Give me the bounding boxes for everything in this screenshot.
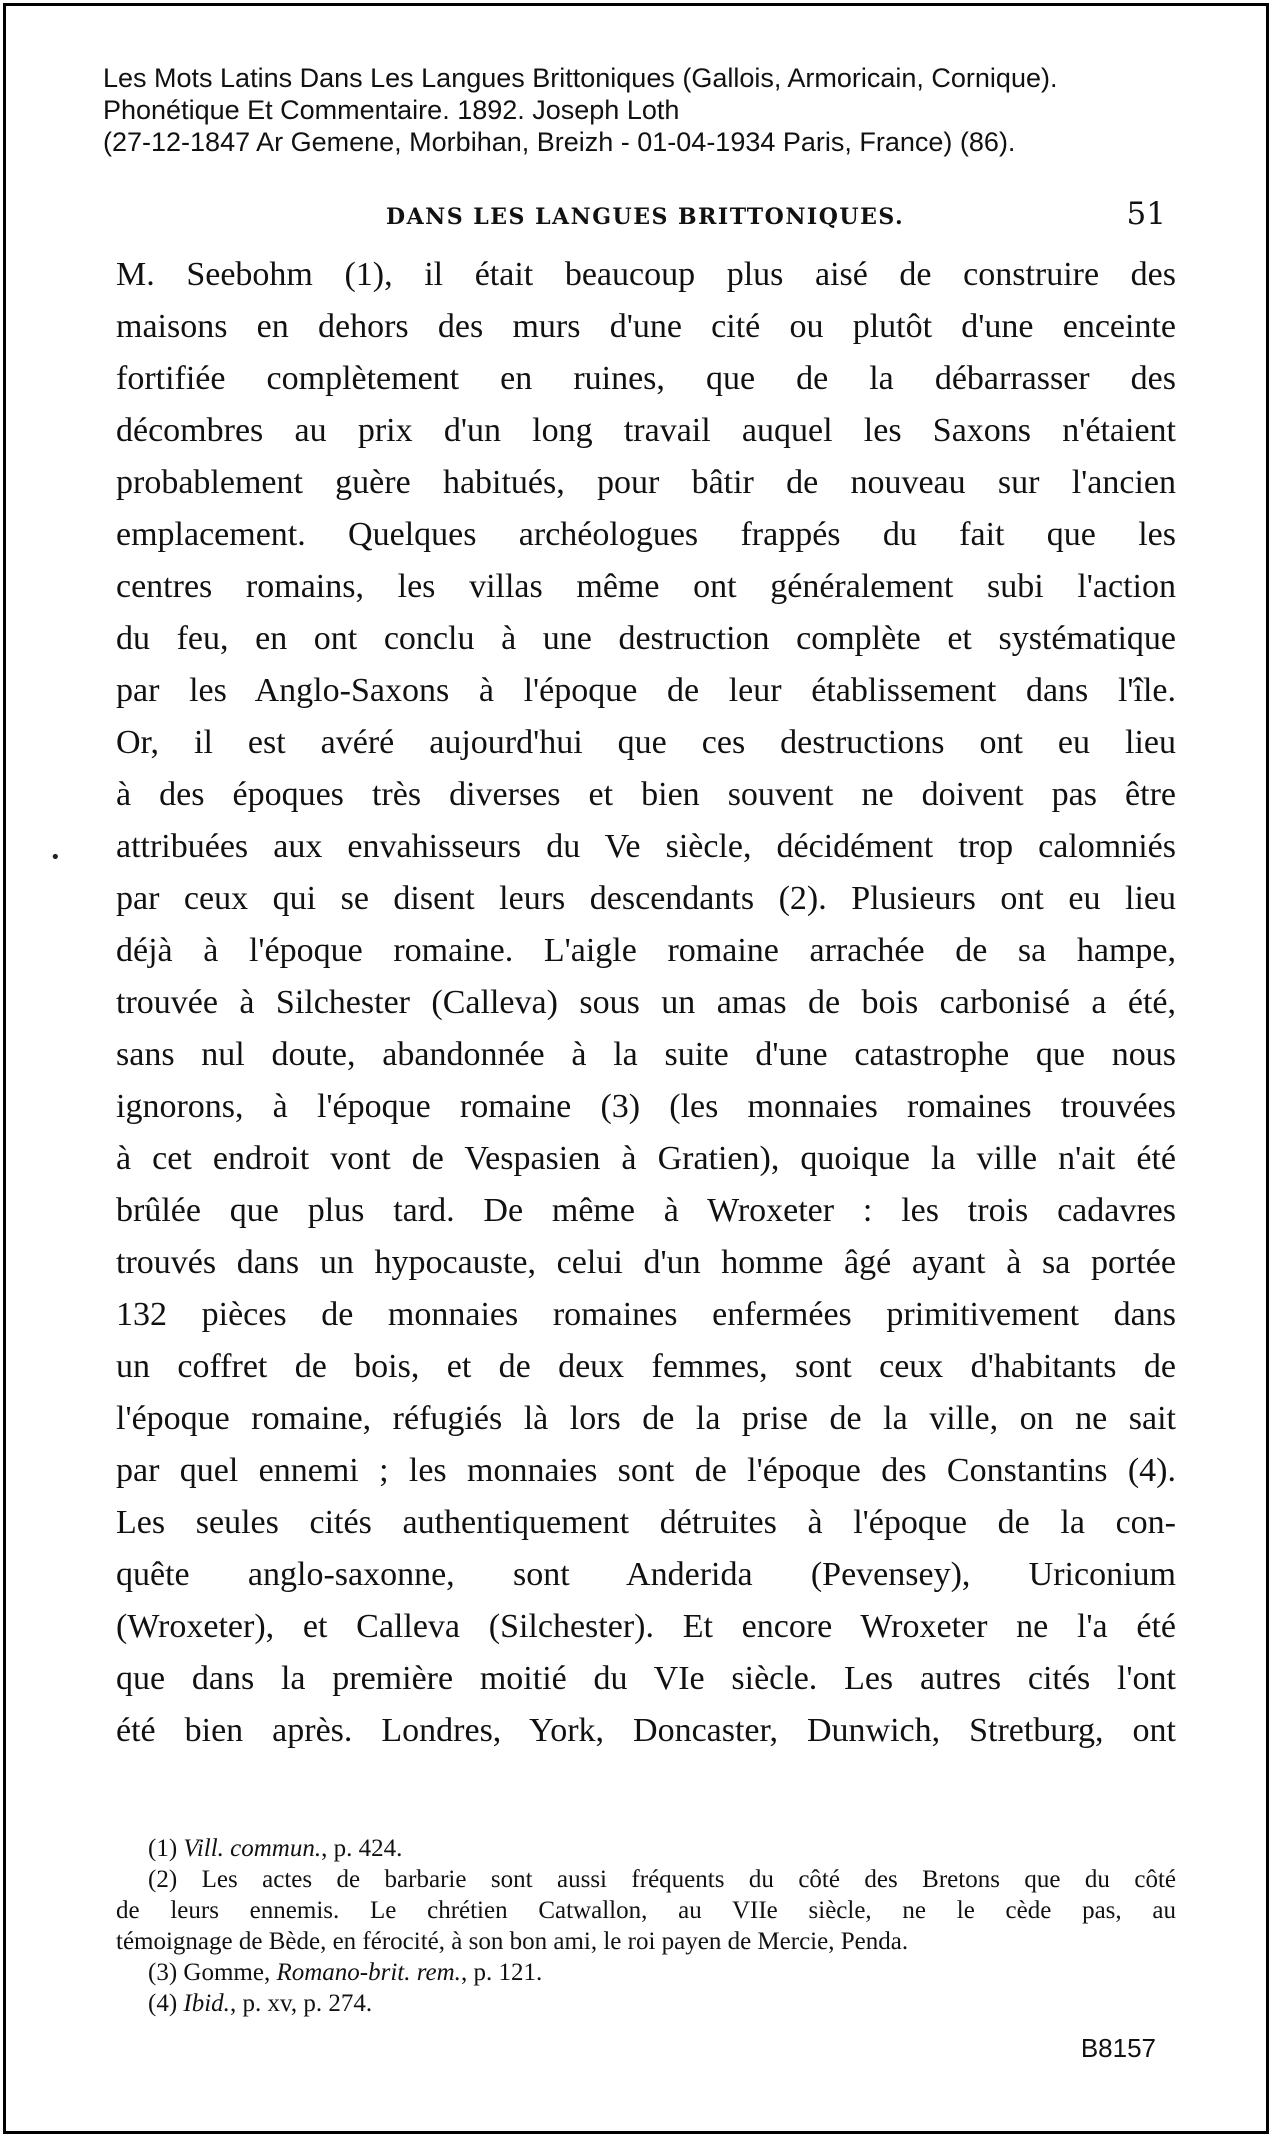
text-line: M. Seebohm (1), il était beaucoup plus aisé de construire des bbox=[116, 256, 1176, 293]
text-line: maisons en dehors des murs d'une cité ou plutôt d'une enceinte bbox=[116, 308, 1176, 345]
footnote-number: (1) bbox=[148, 1835, 178, 1862]
text-line: par quel ennemi ; les monnaies sont de l'époque des Constantins (4). bbox=[116, 1452, 1176, 1489]
text-line: du feu, en ont conclu à une destruction complète et systématique bbox=[116, 620, 1176, 657]
footnote-3 bbox=[116, 1957, 1176, 1988]
text-line: (Wroxeter), et Calleva (Silchester). Et encore Wroxeter ne l'a été bbox=[116, 1608, 1176, 1645]
footnote-number: (3) bbox=[148, 1959, 178, 1986]
citation-line: Phonétique Et Commentaire. 1892. Joseph Loth bbox=[103, 95, 680, 125]
text-line: Les seules cités authentiquement détruites à l'époque de la con- bbox=[116, 1504, 1176, 1541]
text-line: ignorons, à l'époque romaine (3) (les monnaies romaines trouvées bbox=[116, 1088, 1176, 1125]
footnote-text: , p. xv, p. 274. bbox=[229, 1990, 373, 2017]
footnote-2-line: de leurs ennemis. Le chrétien Catwallon, au VIIe siècle, ne le cède pas, au bbox=[116, 1897, 1176, 1924]
text-line: à cet endroit vont de Vespasien à Gratien), quoique la ville n'ait été bbox=[116, 1140, 1176, 1177]
footnotes bbox=[116, 1833, 1176, 2019]
footnote-1 bbox=[116, 1833, 1176, 1864]
footnote-2-line: témoignage de Bède, en férocité, à son bon ami, le roi payen de Mercie, Penda. bbox=[116, 1928, 909, 1955]
text-line: centres romains, les villas même ont généralement subi l'action bbox=[116, 568, 1176, 605]
text-line: trouvés dans un hypocauste, celui d'un homme âgé ayant à sa portée bbox=[116, 1244, 1176, 1281]
text-line: que dans la première moitié du VIe siècle. Les autres cités l'ont bbox=[116, 1660, 1176, 1697]
text-line: brûlée que plus tard. De même à Wroxeter : les trois cadavres bbox=[116, 1192, 1176, 1229]
text-line: par les Anglo-Saxons à l'époque de leur établissement dans l'île. bbox=[116, 672, 1176, 709]
text-line: trouvée à Silchester (Calleva) sous un amas de bois carbonisé a été, bbox=[116, 984, 1176, 1021]
footnote-text: , p. 424. bbox=[321, 1835, 403, 1862]
text-line: sans nul doute, abandonnée à la suite d'une catastrophe que nous bbox=[116, 1036, 1176, 1073]
footnote-author: Gomme, bbox=[183, 1959, 277, 1986]
text-line: attribuées aux envahisseurs du Ve siècle, décidément trop calomniés bbox=[116, 828, 1176, 865]
footnote-reference: Ibid. bbox=[183, 1990, 230, 2017]
bibliographic-citation bbox=[103, 62, 1223, 158]
text-line: fortifiée complètement en ruines, que de la débarrasser des bbox=[116, 360, 1176, 397]
footnote-reference: Romano-brit. rem. bbox=[276, 1959, 461, 1986]
citation-line: (27-12-1847 Ar Gemene, Morbihan, Breizh - 01-04-1934 Paris, France) (86). bbox=[103, 127, 1016, 157]
text-line: déjà à l'époque romaine. L'aigle romaine arrachée de sa hampe, bbox=[116, 932, 1176, 969]
page-frame bbox=[3, 3, 1269, 2134]
footnote-4 bbox=[116, 1988, 1176, 2019]
body-text bbox=[116, 249, 1176, 1757]
citation-line: Les Mots Latins Dans Les Langues Brittoniques (Gallois, Armoricain, Cornique). bbox=[103, 63, 1058, 93]
page-number: 51 bbox=[1126, 196, 1166, 232]
footnote-text: , p. 121. bbox=[460, 1959, 543, 1986]
archive-id: B8157 bbox=[1080, 2033, 1156, 2063]
text-line: un coffret de bois, et de deux femmes, sont ceux d'habitants de bbox=[116, 1348, 1176, 1385]
text-line: emplacement. Quelques archéologues frappés du fait que les bbox=[116, 516, 1176, 553]
text-line: à des époques très diverses et bien souvent ne doivent pas être bbox=[116, 776, 1176, 813]
footnote-number: (4) bbox=[148, 1990, 178, 2017]
text-line: probablement guère habitués, pour bâtir de nouveau sur l'ancien bbox=[116, 464, 1176, 501]
text-line: Or, il est avéré aujourd'hui que ces destructions ont eu lieu bbox=[116, 724, 1176, 761]
footnote-2-line: (2) Les actes de barbarie sont aussi fréquents du côté des Bretons que du côté bbox=[148, 1866, 1176, 1893]
text-line: 132 pièces de monnaies romaines enfermées primitivement dans bbox=[116, 1296, 1176, 1333]
text-line: l'époque romaine, réfugiés là lors de la prise de la ville, on ne sait bbox=[116, 1400, 1176, 1437]
text-line: été bien après. Londres, York, Doncaster, Dunwich, Stretburg, ont bbox=[116, 1712, 1176, 1749]
text-line: quête anglo-saxonne, sont Anderida (Pevensey), Uriconium bbox=[116, 1556, 1176, 1593]
stray-mark: • bbox=[50, 847, 61, 868]
text-line: décombres au prix d'un long travail auquel les Saxons n'étaient bbox=[116, 412, 1176, 449]
footnote-reference: Vill. commun. bbox=[183, 1835, 322, 1862]
text-line: par ceux qui se disent leurs descendants (2). Plusieurs ont eu lieu bbox=[116, 880, 1176, 917]
running-head: DANS LES LANGUES BRITTONIQUES. bbox=[386, 204, 905, 230]
